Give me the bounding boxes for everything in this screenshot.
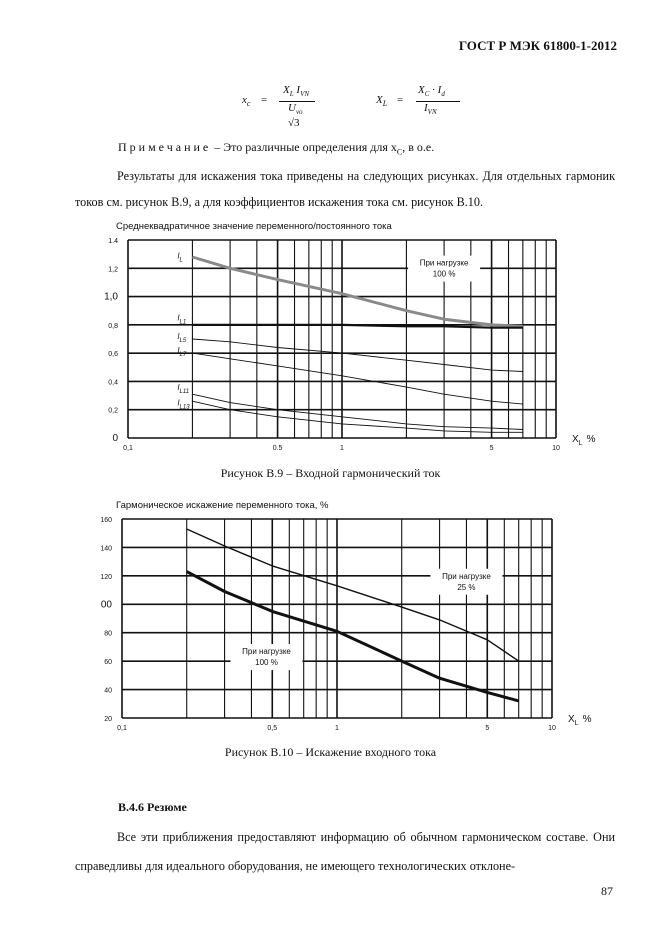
formula-xc-denominator: $U_{vo}$	[288, 102, 303, 117]
y-tick-label: 140	[100, 545, 112, 553]
figure10-caption: Рисунок B.10 – Искажение входного тока	[224, 745, 437, 759]
figure10-chart	[100, 512, 600, 737]
formula-xl-numerator: $X_C \cdot I_d$	[418, 84, 445, 99]
figure9-title: Среднеквадратичное значение переменного/постоянного тока	[116, 221, 392, 232]
y-tick-label: 1,2	[108, 266, 118, 274]
annotation-b-line1: При нагрузке	[242, 647, 291, 657]
y-tick-label: 1.4	[108, 238, 118, 245]
x-tick-label: 0,1	[123, 445, 133, 452]
page-number: 87	[601, 884, 613, 898]
y-tick-label: 0,8	[108, 322, 118, 330]
y-tick-label: 0,6	[108, 351, 118, 359]
x-axis-label: $X_L$ %	[572, 434, 596, 447]
curve-label: $I_{L7}$	[177, 346, 187, 359]
formula-eq-1: =	[261, 94, 268, 106]
y-tick-label: 40	[104, 687, 112, 695]
section-heading: B.4.6 Резюме	[118, 800, 187, 814]
annotation-line2: 100 %	[432, 269, 456, 279]
standard-header: ГОСТ Р МЭК 61800-1-2012	[458, 38, 617, 53]
figure9-caption: Рисунок B.9 – Входной гармонический ток	[220, 466, 441, 480]
x-tick-label: 0,1	[117, 725, 127, 732]
y-tick-label: 80	[104, 630, 112, 638]
note-text: – Это различные определения для x	[211, 140, 397, 154]
paragraph-results: Результаты для искажения тока приведены на следующих рисунках. Для отдельных гармоник токов см. рисунок B.9, а для коэффициентов искажения тока см. рисунок B.10.	[75, 169, 615, 209]
x-tick-label: 10	[548, 725, 556, 732]
x-tick-label: 10	[552, 445, 560, 452]
note-label: Примечание	[118, 140, 212, 154]
series-line	[192, 339, 523, 372]
note-tail: , в о.е.	[402, 140, 435, 154]
y-tick-label: 0,2	[108, 407, 118, 415]
annotation-a-line1: При нагрузке	[442, 571, 491, 581]
formula-block	[0, 84, 661, 140]
x-tick-label: 1	[340, 445, 344, 452]
formula-xc-lhs: $x_c$	[242, 94, 251, 109]
formula-eq-2: =	[397, 94, 404, 106]
x-tick-label: 0.5	[272, 445, 283, 452]
annotation-a-line2: 25 %	[457, 582, 476, 592]
formula-xc-numerator: $X_L$ $I_{VN}$	[283, 84, 310, 99]
series-line	[192, 353, 523, 404]
note-sub: C	[396, 147, 403, 157]
formula-xl-bar	[416, 101, 460, 102]
y-tick-label: 1,0	[104, 291, 118, 303]
figure10-title: Гармоническое искажение переменного тока, %	[116, 500, 329, 511]
formula-xl-lhs: $X_L$	[376, 94, 388, 109]
y-tick-label: 0,4	[108, 379, 118, 387]
curve-label: $I_{L11}$	[177, 382, 190, 395]
x-axis-label: $X_L$ %	[568, 714, 592, 727]
x-tick-label: 0,5	[267, 725, 278, 732]
note-line	[118, 140, 434, 156]
paragraph-summary: Все эти приближения предоставляют информацию об обычном гармоническом составе. Они справедливы для идеального оборудования, не имеющего технологических отклоне-	[75, 830, 615, 873]
y-tick-label: 160	[100, 517, 112, 524]
curve-label: $I_{L5}$	[177, 332, 187, 344]
curve-label: $I_L$	[177, 251, 183, 264]
formula-xl-denominator: $I_{VN}$	[424, 102, 437, 117]
x-tick-label: 1	[335, 725, 339, 732]
annotation-b-line2: 100 %	[255, 658, 278, 668]
y-tick-label: 60	[104, 659, 112, 667]
x-tick-label: 5	[485, 725, 490, 732]
y-tick-label: 0	[112, 433, 118, 444]
curve-label: $I_{L13}$	[177, 398, 190, 411]
curve-label: $I_{L1}$	[177, 313, 187, 326]
formula-xc-root: √3	[288, 117, 300, 129]
figure9-chart	[100, 232, 600, 457]
y-tick-label: 120	[100, 573, 112, 581]
y-tick-label: 20	[104, 716, 112, 723]
annotation-line1: При нагрузке	[419, 258, 469, 268]
x-tick-label: 5	[489, 445, 494, 452]
y-tick-label: 00	[100, 599, 112, 611]
